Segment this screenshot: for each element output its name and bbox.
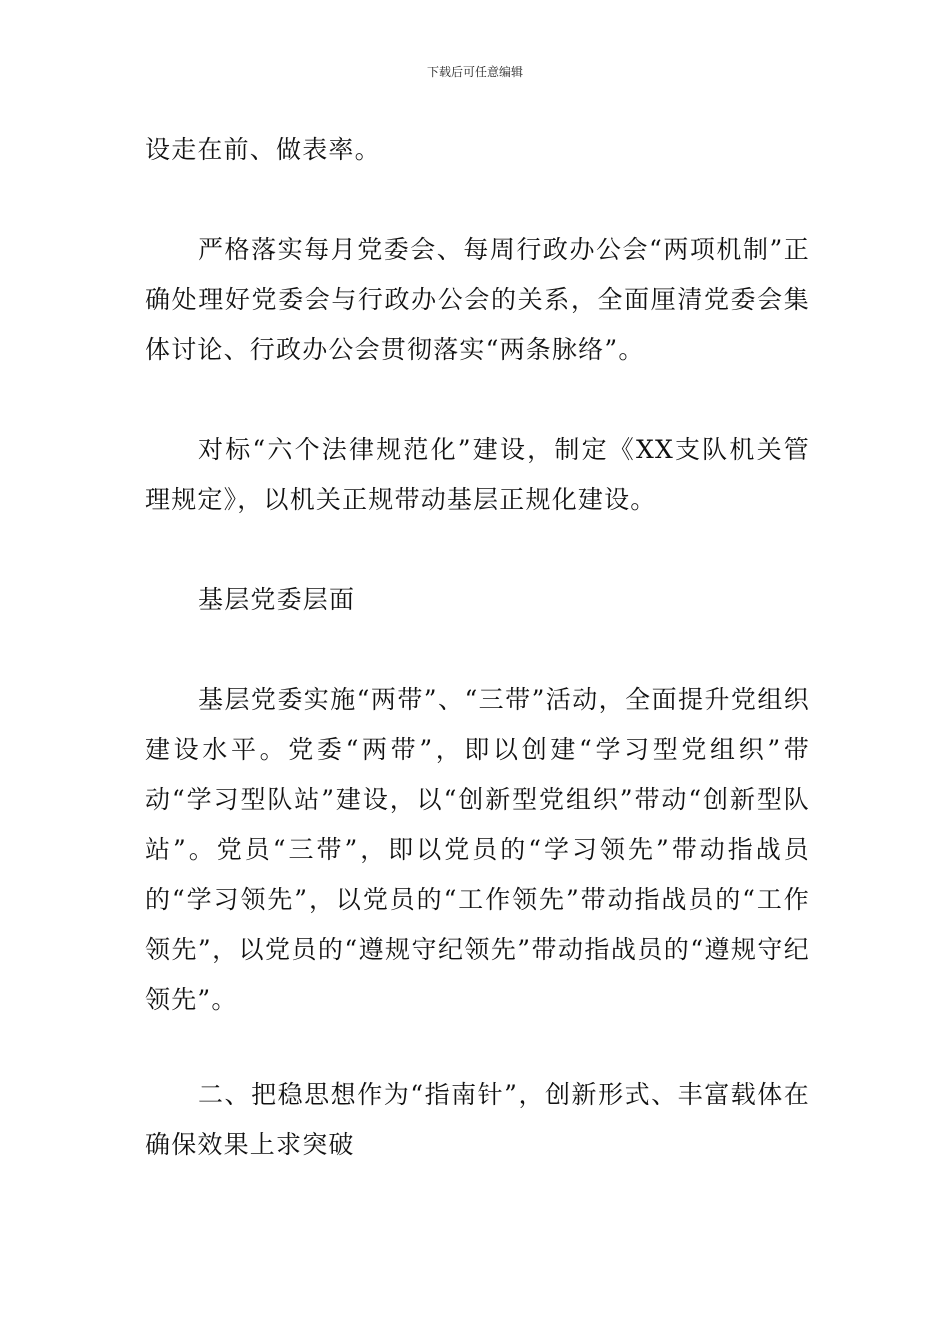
- paragraph-grassroots-activities: 基层党委实施“两带”、“三带”活动，全面提升党组织建设水平。党委“两带”，即以创建“学习型党组织”带动“学习型队站”建设，以“创新型党组织”带动“创新型队站”。党员“三带”，即以党员的“学习领先”带动指战员的“学习领先”，以党员的“工作领先”带动指战员的“工作领先”，以党员的“遵规守纪领先”带动指战员的“遵规守纪领先”。: [145, 685, 810, 1014]
- paragraph-continuation: 设走在前、做表率。: [145, 135, 381, 164]
- section-heading-two: 二、把稳思想作为“指南针”，创新形式、丰富载体在确保效果上求突破: [145, 1080, 810, 1159]
- paragraph-standardization: 对标“六个法律规范化”建设，制定《XX支队机关管理规定》，以机关正规带动基层正规化建设。: [145, 435, 810, 514]
- page-header: 下载后可任意编辑: [426, 65, 523, 79]
- section-heading-grassroots: 基层党委层面: [198, 585, 356, 614]
- paragraph-two-mechanisms: 严格落实每月党委会、每周行政办公会“两项机制”正确处理好党委会与行政办公会的关系，全面厘清党委会集体讨论、行政办公会贯彻落实“两条脉络”。: [145, 235, 810, 364]
